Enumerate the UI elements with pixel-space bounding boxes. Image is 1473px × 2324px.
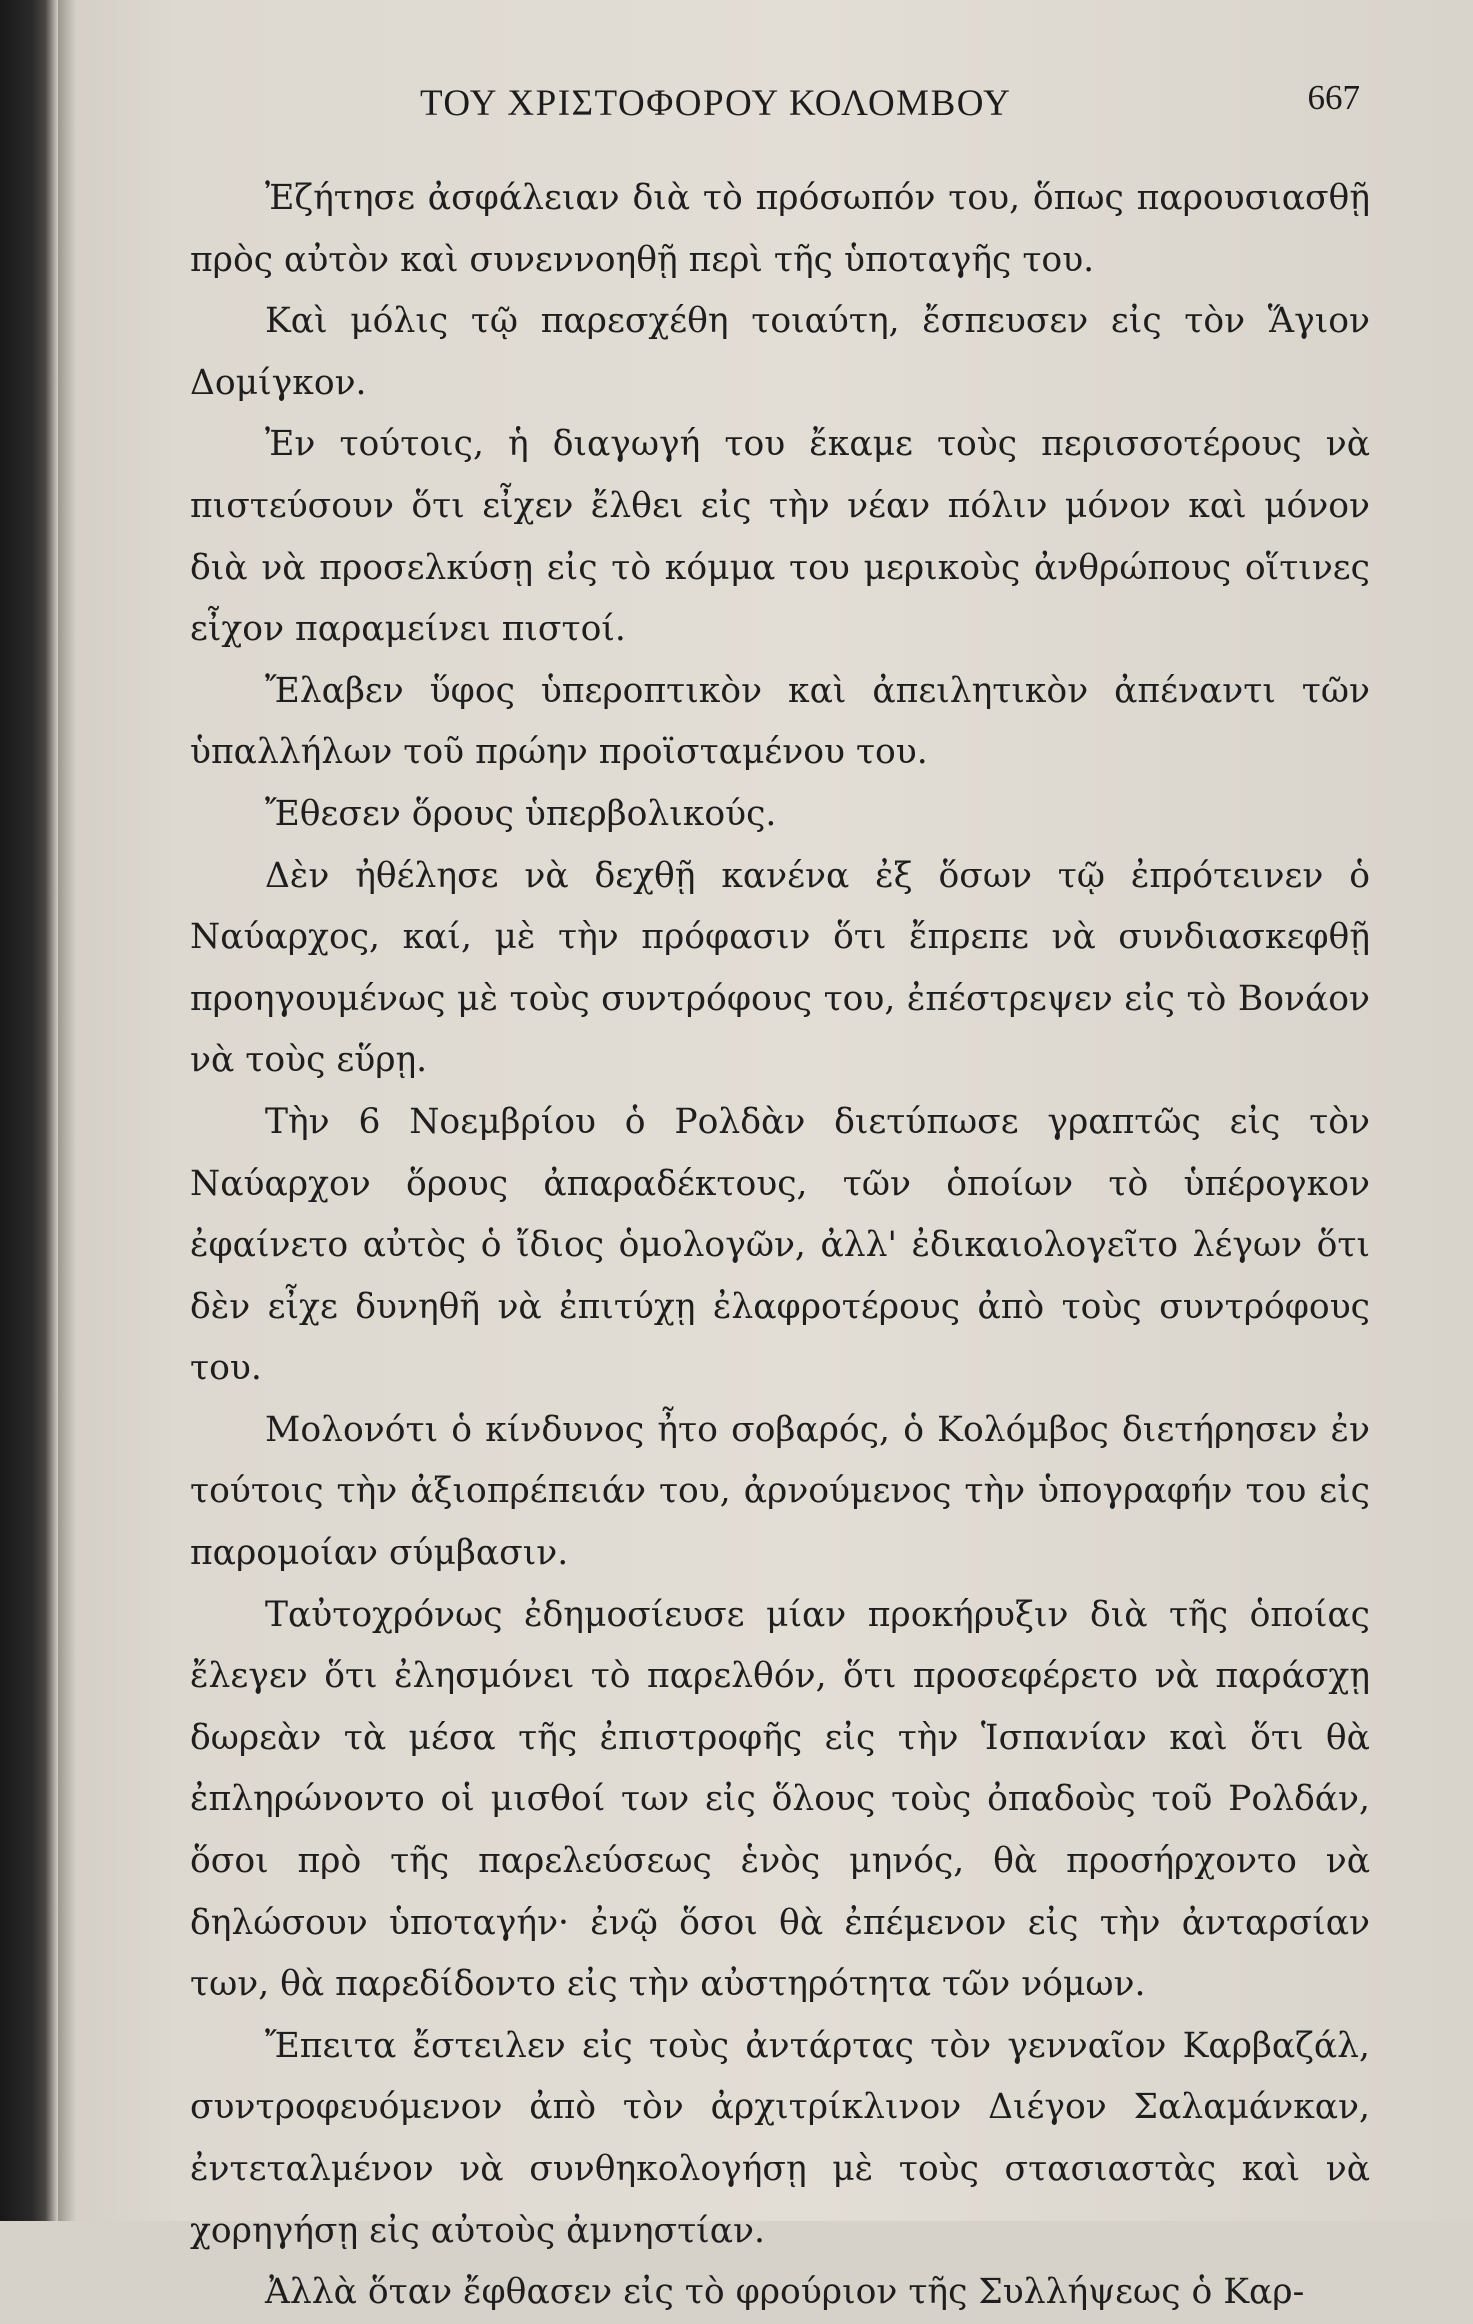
paragraph: Μολονότι ὁ κίνδυνος ἦτο σοβαρός, ὁ Κολόμβος διετήρησεν ἐν τούτοις τὴν ἀξιοπρέπειάν του, ἀρνούμενος τὴν ὑπογραφήν του εἰς παρομοίαν σύμβασιν. bbox=[190, 1409, 1370, 1574]
paragraph: Ἐν τούτοις, ἡ διαγωγή του ἔκαμε τοὺς περισσοτέρους νὰ πιστεύσουν ὅτι εἶχεν ἔλθει εἰς τὴν νέαν πόλιν μόνον καὶ μόνον διὰ νὰ προσελκύσῃ εἰς τὸ κόμμα του μερικοὺς ἀνθρώπους οἵτινες εἶχον παραμείνει πιστοί. bbox=[190, 424, 1370, 650]
paragraph: Ἀλλὰ ὅταν ἔφθασεν εἰς τὸ φρούριον τῆς Συλλήψεως ὁ Καρ- bbox=[265, 2272, 1305, 2313]
paragraph: Ἔπειτα ἔστειλεν εἰς τοὺς ἀντάρτας τὸν γενναῖον Καρβαζάλ, συντροφευόμενον ἀπὸ τὸν ἀρχιτρίκλινον Διέγον Σαλαμάνκαν, ἐντεταλμένον νὰ συνθηκολογήσῃ μὲ τοὺς στασιαστὰς καὶ νὰ χορηγήσῃ εἰς αὐτοὺς ἀμνηστίαν. bbox=[190, 2025, 1370, 2251]
paragraph: Τὴν 6 Νοεμβρίου ὁ Ρολδὰν διετύπωσε γραπτῶς εἰς τὸν Ναύαρχον ὅρους ἀπαραδέκτους, τῶν ὁποίων τὸ ὑπέρογκον ἐφαίνετο αὐτὸς ὁ ἴδιος ὁμολογῶν, ἀλλ' ἐδικαιολογεῖτο λέγων ὅτι δὲν εἶχε δυνηθῆ νὰ ἐπιτύχῃ ἐλαφροτέρους ἀπὸ τοὺς συντρόφους του. bbox=[190, 1101, 1370, 1389]
book-spine-shadow bbox=[0, 0, 58, 2221]
body-text bbox=[190, 168, 1370, 2324]
paragraph: Καὶ μόλις τῷ παρεσχέθη τοιαύτη, ἔσπευσεν εἰς τὸν Ἅγιον Δομίγκον. bbox=[190, 301, 1370, 403]
paragraph: Ἔλαβεν ὕφος ὑπεροπτικὸν καὶ ἀπειλητικὸν ἀπέναντι τῶν ὑπαλλήλων τοῦ πρώην προϊσταμένου του. bbox=[190, 670, 1370, 773]
paragraph: Δὲν ἠθέλησε νὰ δεχθῇ κανένα ἐξ ὅσων τῷ ἐπρότεινεν ὁ Ναύαρχος, καί, μὲ τὴν πρόφασιν ὅτι ἔπρεπε νὰ συνδιασκεφθῇ προηγουμένως μὲ τοὺς συντρόφους του, ἐπέστρεψεν εἰς τὸ Βονάον νὰ τοὺς εὕρῃ. bbox=[190, 855, 1370, 1081]
page-gutter bbox=[58, 0, 76, 2221]
paragraph: Ἔθεσεν ὅρους ὑπερβολικούς. bbox=[265, 793, 777, 834]
running-head-title: ΤΟΥ ΧΡΙΣΤΟΦΟΡΟΥ ΚΟΛΟΜΒΟΥ bbox=[420, 83, 1012, 124]
paragraph: Ταὐτοχρόνως ἐδημοσίευσε μίαν προκήρυξιν διὰ τῆς ὁποίας ἔλεγεν ὅτι ἐλησμόνει τὸ παρελθόν, ὅτι προσεφέρετο νὰ παράσχῃ δωρεὰν τὰ μέσα τῆς ἐπιστροφῆς εἰς τὴν Ἱσπανίαν καὶ ὅτι θὰ ἐπληρώνοντο οἱ μισθοί των εἰς ὅλους τοὺς ὀπαδοὺς τοῦ Ρολδάν, ὅσοι πρὸ τῆς παρελεύσεως ἑνὸς μηνός, θὰ προσήρχοντο νὰ δηλώσουν ὑποταγήν· ἐνῷ ὅσοι θὰ ἐπέμενον εἰς τὴν ἀνταρσίαν των, θὰ παρεδίδοντο εἰς τὴν αὐστηρότητα τῶν νόμων. bbox=[190, 1594, 1370, 2005]
paragraph: Ἐζήτησε ἀσφάλειαν διὰ τὸ πρόσωπόν του, ὅπως παρουσιασθῇ πρὸς αὐτὸν καὶ συνεννοηθῇ περὶ τῆς ὑποταγῆς του. bbox=[190, 178, 1370, 280]
running-header bbox=[190, 78, 1360, 142]
page-number: 667 bbox=[1307, 78, 1360, 117]
